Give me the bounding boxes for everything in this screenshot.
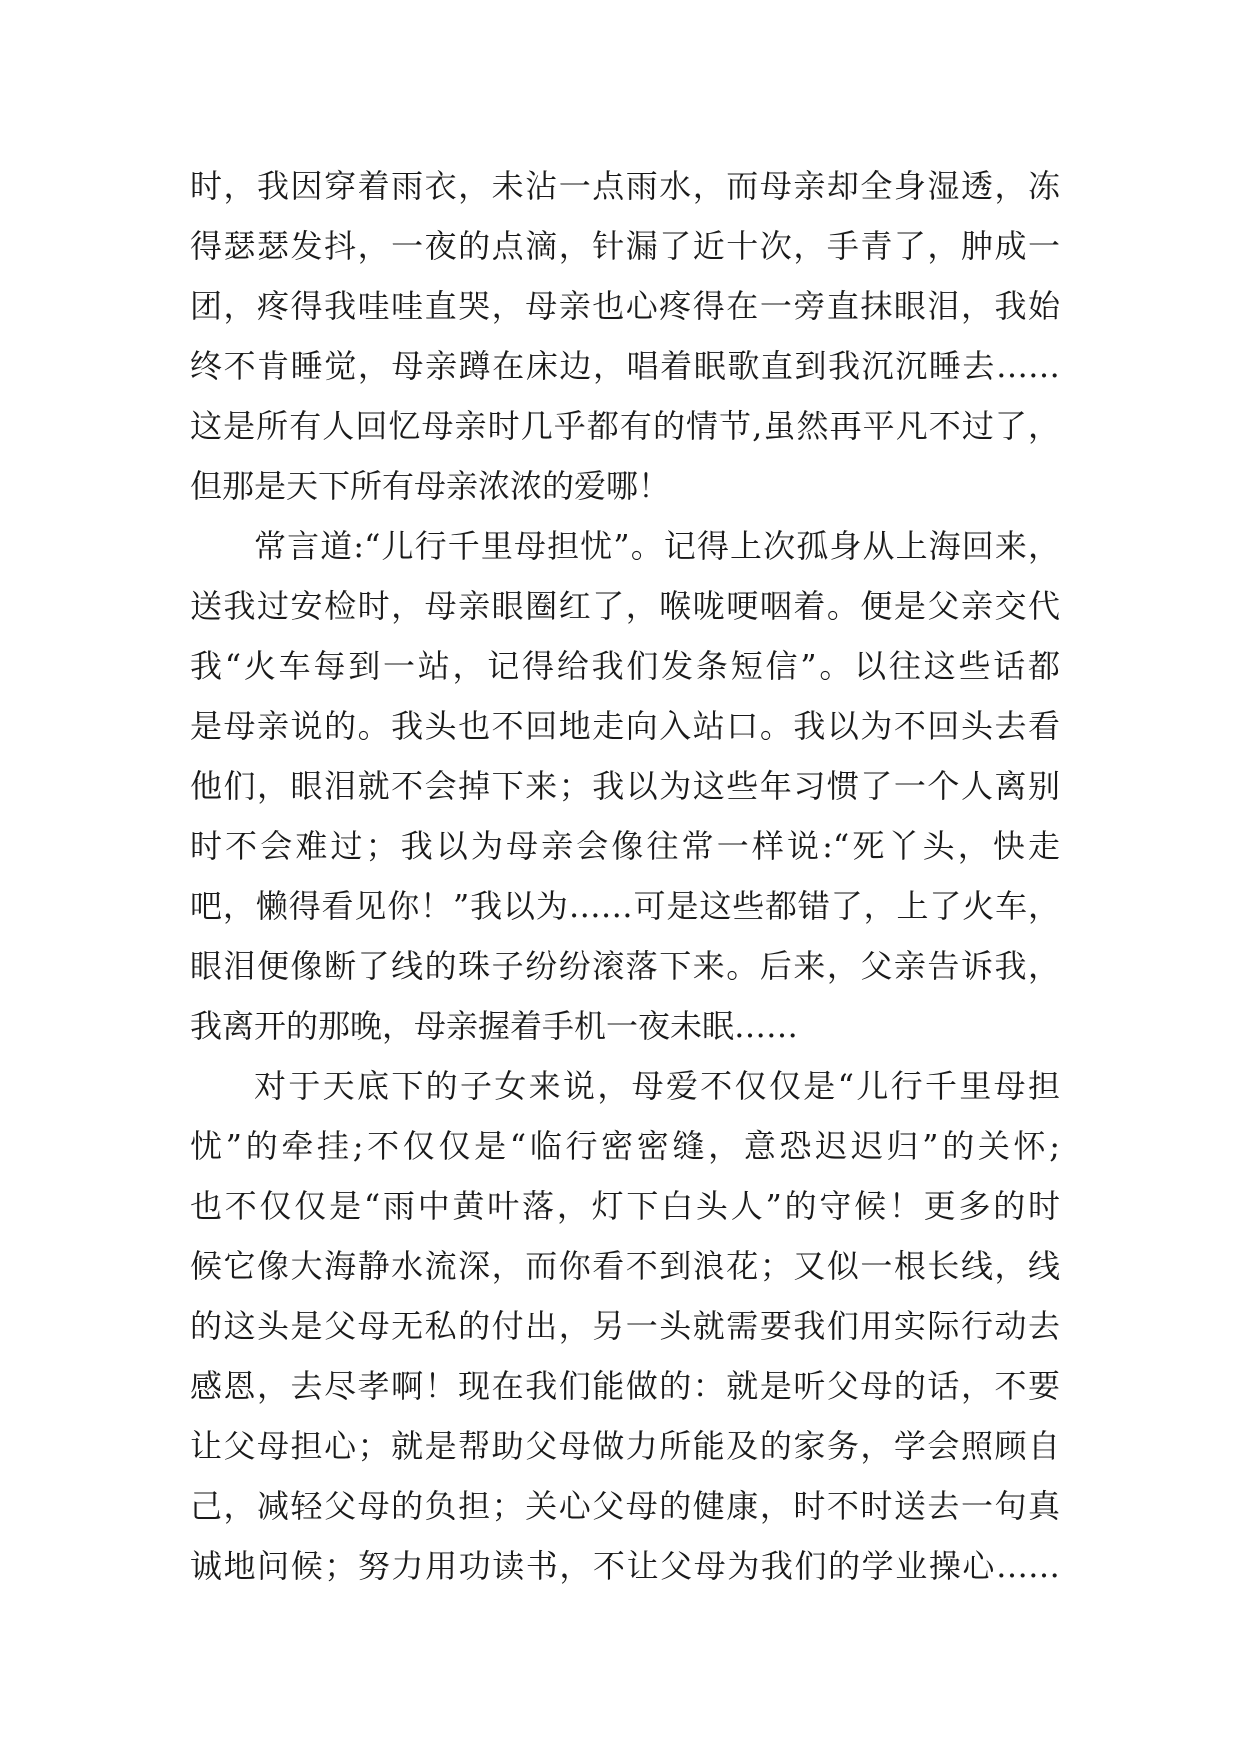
text-line: 也不仅仅是“雨中黄叶落，灯下白头人”的守候！更多的时 [190,1187,1060,1225]
text-line: 忧”的牵挂;不仅仅是“临行密密缝，意恐迟迟归”的关怀; [190,1127,1060,1165]
text-line: 感恩，去尽孝啊！现在我们能做的：就是听父母的话，不要 [190,1367,1060,1405]
text-line: 常言道:“儿行千里母担忧”。记得上次孤身从上海回来， [254,527,1060,565]
text-line: 这是所有人回忆母亲时几乎都有的情节,虽然再平凡不过了， [190,407,1060,445]
text-line: 吧，懒得看见你！”我以为……可是这些都错了，上了火车， [190,887,1060,925]
text-line: 我离开的那晚，母亲握着手机一夜未眠…… [190,1007,799,1045]
text-line: 送我过安检时，母亲眼圈红了，喉咙哽咽着。便是父亲交代 [190,587,1060,625]
text-line: 他们，眼泪就不会掉下来；我以为这些年习惯了一个人离别 [190,767,1060,805]
text-line: 眼泪便像断了线的珠子纷纷滚落下来。后来，父亲告诉我， [190,947,1060,985]
text-line: 让父母担心；就是帮助父母做力所能及的家务，学会照顾自 [190,1427,1060,1465]
text-line: 得瑟瑟发抖，一夜的点滴，针漏了近十次，手青了，肿成一 [190,227,1060,265]
text-line: 终不肯睡觉，母亲蹲在床边，唱着眠歌直到我沉沉睡去…… [190,347,1060,385]
text-line: 诚地问候；努力用功读书，不让父母为我们的学业操心…… [190,1547,1060,1585]
text-line: 时不会难过；我以为母亲会像往常一样说:“死丫头，快走 [190,827,1060,865]
text-line: 但那是天下所有母亲浓浓的爱哪！ [190,467,671,505]
body-text [190,156,1060,1596]
text-line: 是母亲说的。我头也不回地走向入站口。我以为不回头去看 [190,707,1060,745]
text-line: 对于天底下的子女来说，母爱不仅仅是“儿行千里母担 [254,1067,1060,1105]
text-line: 我“火车每到一站，记得给我们发条短信”。以往这些话都 [190,647,1060,685]
text-line: 时，我因穿着雨衣，未沾一点雨水，而母亲却全身湿透，冻 [190,167,1060,205]
text-line: 候它像大海静水流深，而你看不到浪花；又似一根长线，线 [190,1247,1060,1285]
text-line: 团，疼得我哇哇直哭，母亲也心疼得在一旁直抹眼泪，我始 [190,287,1060,325]
text-line: 己，减轻父母的负担；关心父母的健康，时不时送去一句真 [190,1487,1060,1525]
text-line: 的这头是父母无私的付出，另一头就需要我们用实际行动去 [190,1307,1060,1345]
